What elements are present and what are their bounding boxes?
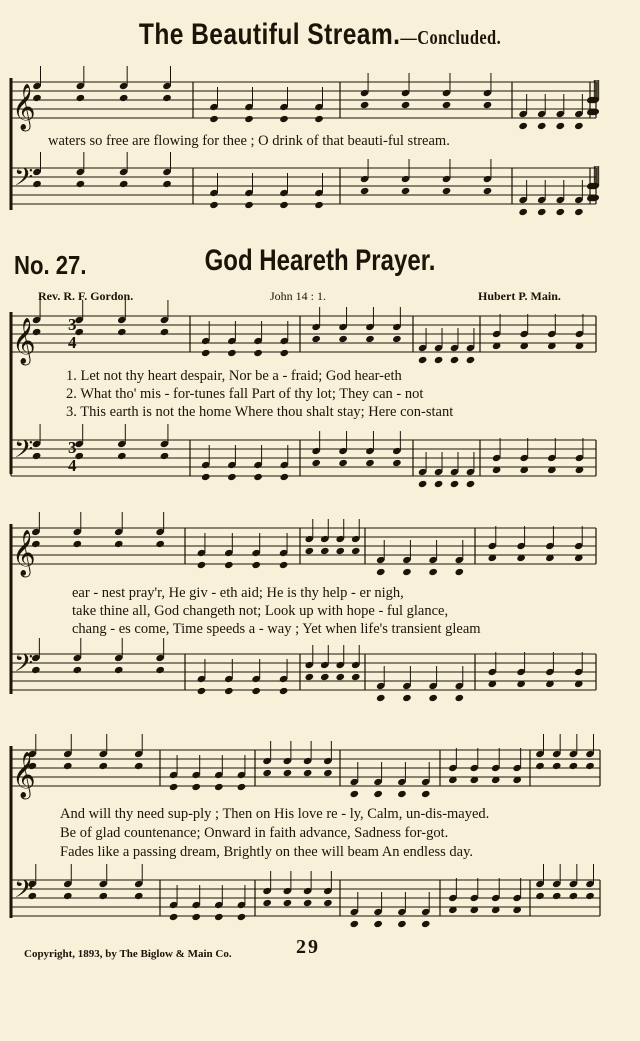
clef-symbol: 𝄞 — [12, 318, 36, 364]
note-head — [169, 913, 179, 921]
note-head — [76, 180, 86, 188]
note-head — [117, 328, 127, 336]
note-head — [518, 122, 528, 130]
note-head — [283, 899, 293, 907]
note-head — [134, 762, 144, 770]
clef-symbol: 𝄢 — [14, 435, 34, 470]
note-head — [224, 687, 234, 695]
note-head — [335, 673, 345, 681]
note-head — [392, 335, 402, 343]
note-head — [280, 473, 290, 481]
note-head — [262, 769, 272, 777]
time-signature-digit: 3 — [68, 438, 77, 457]
note-head — [323, 899, 333, 907]
note-head — [418, 356, 428, 364]
note-head — [434, 356, 444, 364]
note-head — [455, 568, 465, 576]
note-head — [262, 899, 272, 907]
note-head — [191, 783, 201, 791]
note-head — [63, 892, 73, 900]
note-head — [314, 115, 324, 123]
note-head — [160, 328, 170, 336]
note-head — [535, 762, 545, 770]
note-head — [535, 892, 545, 900]
note-head — [162, 94, 172, 102]
note-head — [442, 187, 452, 195]
clef-symbol: 𝄞 — [12, 530, 36, 576]
note-head — [311, 335, 321, 343]
note-head — [360, 187, 370, 195]
note-head — [251, 687, 261, 695]
note-head — [320, 673, 330, 681]
note-head — [117, 452, 127, 460]
note-head — [402, 694, 412, 702]
note-head — [253, 349, 263, 357]
note-head — [73, 666, 83, 674]
note-head — [63, 762, 73, 770]
note-head — [428, 694, 438, 702]
note-head — [134, 892, 144, 900]
note-head — [418, 480, 428, 488]
note-head — [450, 480, 460, 488]
continued-song-title — [58, 18, 583, 52]
verse-line-3: chang - es come, Time speeds a - way ; Yet when life's transient gleam — [72, 621, 481, 637]
note-head — [376, 568, 386, 576]
note-head — [314, 201, 324, 209]
note-head — [280, 349, 290, 357]
note-head — [303, 769, 313, 777]
note-head — [360, 101, 370, 109]
clef-symbol: 𝄢 — [14, 649, 34, 684]
verse-line-2: take thine all, God changeth not; Look up with hope - ful glance, — [72, 603, 449, 619]
note-head — [537, 208, 547, 216]
hymn-number: No. 27. — [14, 250, 87, 280]
note-head — [556, 208, 566, 216]
note-head — [98, 762, 108, 770]
note-head — [251, 561, 261, 569]
clef-symbol: 𝄢 — [14, 163, 34, 198]
note-head — [160, 452, 170, 460]
note-head — [209, 115, 219, 123]
time-signature-digit: 4 — [68, 456, 77, 475]
note-head — [365, 459, 375, 467]
verse-line-1: And will thy need sup-ply ; Then on His love re - ly, Calm, un-dis-mayed. — [60, 806, 490, 822]
note-head — [311, 459, 321, 467]
note-head — [169, 783, 179, 791]
note-head — [119, 180, 129, 188]
verse-line-2: 2. What tho' mis - for-tunes fall Part of thy lot; They can - not — [66, 386, 424, 402]
note-head — [350, 920, 360, 928]
note-head — [537, 122, 547, 130]
note-head — [155, 540, 165, 548]
note-head — [279, 201, 289, 209]
song-title: The Beautiful Stream. — [138, 18, 401, 51]
note-head — [227, 473, 237, 481]
song-subtitle: —Concluded. — [400, 27, 502, 49]
verse-line-3: 3. This earth is not the home Where thou shalt stay; Here con-stant — [66, 404, 454, 420]
note-head — [569, 892, 579, 900]
note-head — [335, 547, 345, 555]
note-head — [279, 561, 289, 569]
note-head — [119, 94, 129, 102]
verse-line-1: ear - nest pray'r, He giv - eth aid; He is thy help - er nigh, — [72, 585, 404, 601]
composer-credit: Hubert P. Main. — [478, 289, 561, 303]
note-head — [76, 94, 86, 102]
note-head — [483, 101, 493, 109]
note-head — [402, 568, 412, 576]
verse-line-3: Fades like a passing dream, Brightly on thee will beam An endless day. — [60, 844, 474, 860]
note-head — [191, 913, 201, 921]
note-head — [320, 547, 330, 555]
note-head — [450, 356, 460, 364]
note-head — [305, 547, 315, 555]
clef-symbol: 𝄞 — [12, 752, 36, 798]
scripture-reference: John 14 : 1. — [270, 289, 327, 303]
note-head — [569, 762, 579, 770]
note-head — [197, 687, 207, 695]
verse-line-1: 1. Let not thy heart despair, Nor be a - fraid; God hear-eth — [66, 368, 402, 384]
note-head — [421, 790, 431, 798]
note-head — [201, 349, 211, 357]
note-head — [303, 899, 313, 907]
clef-symbol: 𝄞 — [12, 84, 36, 130]
page-number: 29 — [296, 936, 320, 958]
note-head — [585, 762, 595, 770]
note-head — [279, 115, 289, 123]
note-head — [201, 473, 211, 481]
note-head — [162, 180, 172, 188]
clef-symbol: 𝄢 — [14, 875, 34, 910]
author-credit: Rev. R. F. Gordon. — [38, 289, 134, 303]
time-signature-digit: 3 — [68, 315, 77, 334]
note-head — [373, 790, 383, 798]
note-head — [338, 459, 348, 467]
note-head — [552, 762, 562, 770]
note-head — [114, 666, 124, 674]
note-head — [279, 687, 289, 695]
note-head — [483, 187, 493, 195]
note-head — [376, 694, 386, 702]
note-head — [224, 561, 234, 569]
note-head — [209, 201, 219, 209]
note-head — [32, 180, 42, 188]
note-head — [197, 561, 207, 569]
note-head — [518, 208, 528, 216]
note-head — [253, 473, 263, 481]
note-head — [155, 666, 165, 674]
note-head — [428, 568, 438, 576]
note-head — [421, 920, 431, 928]
note-head — [338, 335, 348, 343]
note-head — [73, 540, 83, 548]
note-head — [323, 769, 333, 777]
top-system-lyric: waters so free are flowing for thee ; O drink of that beauti-ful stream. — [48, 133, 450, 149]
note-head — [244, 201, 254, 209]
note-head — [214, 913, 224, 921]
note-head — [574, 122, 584, 130]
note-head — [305, 673, 315, 681]
note-head — [434, 480, 444, 488]
note-head — [574, 208, 584, 216]
note-head — [227, 349, 237, 357]
note-head — [373, 920, 383, 928]
note-head — [365, 335, 375, 343]
note-head — [114, 540, 124, 548]
note-head — [556, 122, 566, 130]
note-head — [401, 187, 411, 195]
verse-line-2: Be of glad countenance; Onward in faith advance, Sadness for-got. — [60, 825, 449, 841]
note-head — [351, 673, 361, 681]
copyright-notice: Copyright, 1893, by The Biglow & Main Co. — [24, 948, 232, 960]
note-head — [552, 892, 562, 900]
note-head — [455, 694, 465, 702]
note-head — [214, 783, 224, 791]
note-head — [442, 101, 452, 109]
note-head — [283, 769, 293, 777]
time-signature-digit: 4 — [68, 333, 77, 352]
note-head — [466, 480, 476, 488]
hymn-title: God Heareth Prayer. — [204, 244, 436, 277]
note-head — [466, 356, 476, 364]
note-head — [351, 547, 361, 555]
note-head — [244, 115, 254, 123]
note-head — [237, 783, 247, 791]
note-head — [585, 892, 595, 900]
note-head — [350, 790, 360, 798]
note-head — [401, 101, 411, 109]
note-head — [397, 790, 407, 798]
note-head — [397, 920, 407, 928]
note-head — [392, 459, 402, 467]
note-head — [98, 892, 108, 900]
note-head — [237, 913, 247, 921]
